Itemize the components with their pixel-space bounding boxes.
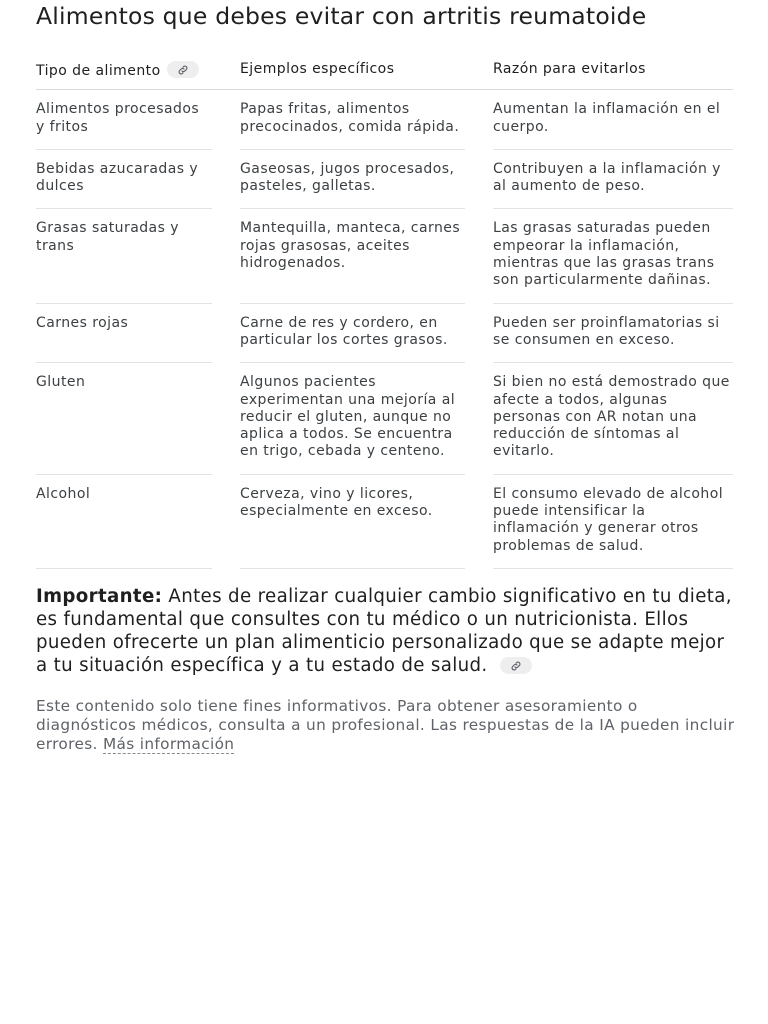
table-row [36, 474, 733, 568]
examples-cell: Gaseosas, jugos procesados, pasteles, galletas. [240, 149, 465, 209]
examples-cell: Mantequilla, manteca, carnes rojas grasosas, aceites hidrogenados. [240, 209, 465, 303]
table-row [36, 209, 733, 303]
more-info-link[interactable]: Más información [102, 735, 235, 754]
examples-cell: Carne de res y cordero, en particular los cortes grasos. [240, 303, 465, 363]
ai-disclaimer [36, 697, 736, 755]
reason-cell: Si bien no está demostrado que afecte a todos, algunas personas con AR notan una reducción de síntomas al evitarlo. [493, 363, 733, 474]
ai-answer-content [36, 0, 736, 770]
important-note [36, 585, 736, 677]
food-type-cell: Bebidas azucaradas y dulces [36, 149, 212, 209]
reason-cell: Contribuyen a la inflamación y al aumento de peso. [493, 149, 733, 209]
food-type-cell: Alcohol [36, 474, 212, 568]
link-icon [510, 660, 522, 672]
page-title: Alimentos que debes evitar con artritis reumatoide [36, 2, 647, 30]
table-row [36, 303, 733, 363]
examples-cell: Papas fritas, alimentos precocinados, comida rápida. [240, 90, 465, 150]
source-link-chip[interactable] [500, 657, 532, 674]
food-type-cell: Grasas saturadas y trans [36, 209, 212, 303]
reason-cell: Pueden ser proinflamatorias si se consumen en exceso. [493, 303, 733, 363]
examples-cell: Algunos pacientes experimentan una mejoría al reducir el gluten, aunque no aplica a todos. Se encuentra en trigo, cebada y centeno. [240, 363, 465, 474]
table-row [36, 90, 733, 150]
foods-table [36, 61, 733, 569]
important-label: Importante: [36, 585, 163, 607]
reason-cell: Las grasas saturadas pueden empeorar la inflamación, mientras que las grasas trans son particularmente dañinas. [493, 209, 733, 303]
reason-cell: Aumentan la inflamación en el cuerpo. [493, 90, 733, 150]
source-link-chip[interactable] [167, 61, 199, 78]
table-row [36, 363, 733, 474]
header-reason: Razón para evitarlos [493, 61, 733, 90]
food-type-cell: Alimentos procesados y fritos [36, 90, 212, 150]
table-row [36, 149, 733, 209]
table-header-row [36, 61, 733, 90]
header-food-type-label: Tipo de alimento [36, 63, 161, 79]
header-food-type [36, 61, 212, 90]
food-type-cell: Carnes rojas [36, 303, 212, 363]
important-text: Antes de realizar cualquier cambio significativo en tu dieta, es fundamental que consultes con tu médico o un nutricionista. Ellos pueden ofrecerte un plan alimenticio personalizado que se adapte mejor a tu situación específica y a tu estado de salud. [36, 585, 732, 676]
reason-cell: El consumo elevado de alcohol puede intensificar la inflamación y generar otros problemas de salud. [493, 474, 733, 568]
link-icon [177, 64, 189, 76]
disclaimer-text: Este contenido solo tiene fines informativos. Para obtener asesoramiento o diagnósticos médicos, consulta a un profesional. Las respuestas de la IA pueden incluir errores. [36, 696, 735, 754]
header-examples: Ejemplos específicos [240, 61, 465, 90]
food-type-cell: Gluten [36, 363, 212, 474]
examples-cell: Cerveza, vino y licores, especialmente en exceso. [240, 474, 465, 568]
